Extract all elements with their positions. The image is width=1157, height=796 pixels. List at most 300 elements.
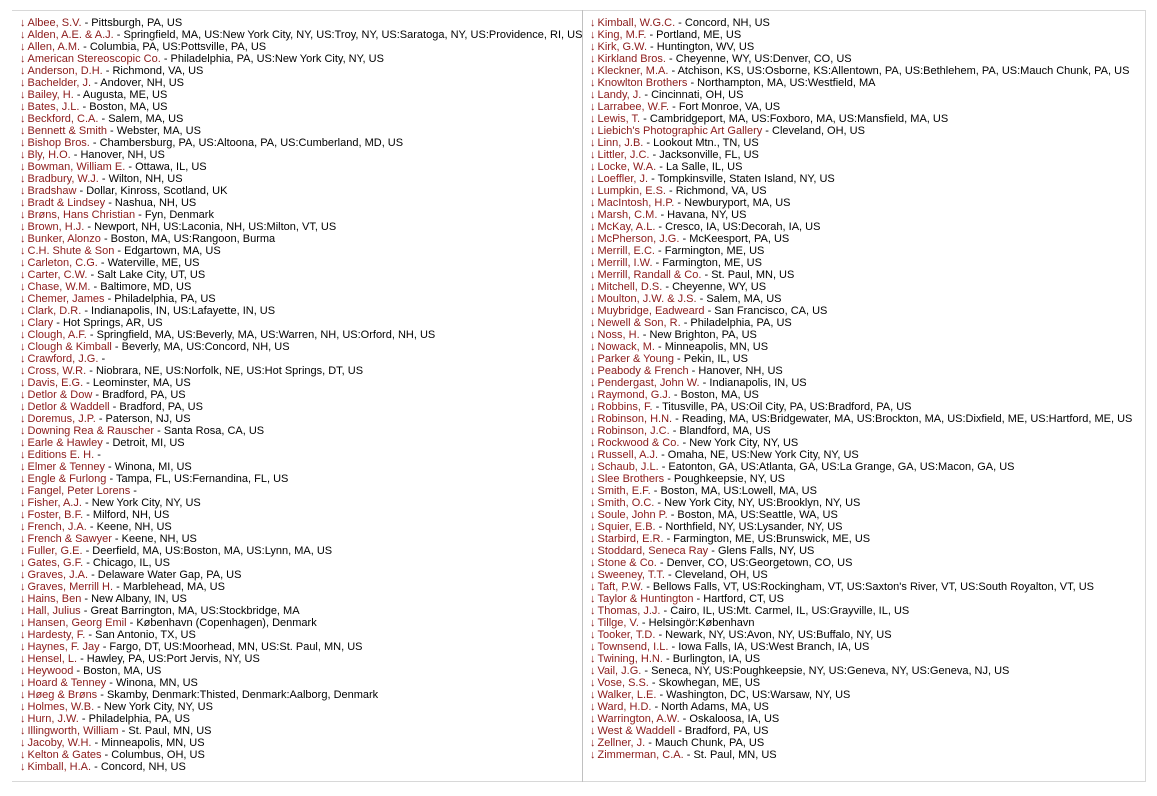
photographer-name-link[interactable]: Crawford, J.G. [27,353,99,365]
photographer-name-link[interactable]: Squier, E.B. [597,521,656,533]
down-arrow-icon[interactable]: ↓ [20,449,26,461]
photographer-name-link[interactable]: Landy, J. [597,89,642,101]
photographer-name-link[interactable]: Parker & Young [597,353,674,365]
photographer-name-link[interactable]: Hardesty, F. [27,629,86,641]
down-arrow-icon[interactable]: ↓ [590,473,596,485]
photographer-location: - Santa Rosa, CA, US [154,425,265,437]
down-arrow-icon[interactable]: ↓ [20,701,26,713]
list-item [20,305,580,317]
down-arrow-icon[interactable]: ↓ [590,365,596,377]
down-arrow-icon[interactable]: ↓ [20,233,26,245]
list-item [590,101,1146,113]
photographer-location: - Salem, MA, US [98,113,184,125]
down-arrow-icon[interactable]: ↓ [590,593,596,605]
down-arrow-icon[interactable]: ↓ [20,113,26,125]
down-arrow-icon[interactable]: ↓ [20,593,26,605]
down-arrow-icon[interactable]: ↓ [590,269,596,281]
down-arrow-icon[interactable]: ↓ [20,221,26,233]
photographer-location: - Skowhegan, ME, US [648,677,761,689]
photographer-name-link[interactable]: Tooker, T.D. [597,629,656,641]
photographer-name-link[interactable]: Soule, John P. [597,509,668,521]
down-arrow-icon[interactable]: ↓ [590,17,596,29]
photographer-name-link[interactable]: Merrill, I.W. [597,257,653,269]
down-arrow-icon[interactable]: ↓ [590,77,596,89]
down-arrow-icon[interactable]: ↓ [590,461,596,473]
photographer-name-link[interactable]: King, M.F. [597,29,647,41]
photographer-name-link[interactable]: McKay, A.L. [597,221,656,233]
down-arrow-icon[interactable]: ↓ [590,605,596,617]
list-item [20,617,580,629]
photographer-name-link[interactable]: Kirk, G.W. [597,41,647,53]
down-arrow-icon[interactable]: ↓ [590,725,596,737]
photographer-name-link[interactable]: Fisher, A.J. [27,497,82,509]
down-arrow-icon[interactable]: ↓ [20,485,26,497]
photographer-location: - Atchison, KS, US:Osborne, KS:Allentown, PA, US:Bethlehem, PA, US:Mauch Chunk, PA, US [668,65,1130,77]
photographer-name-link[interactable]: Knowlton Brothers [597,77,688,89]
list-item [590,161,1146,173]
photographer-location: - New Brighton, PA, US [639,329,757,341]
photographer-name-link[interactable]: Merrill, Randall & Co. [597,269,702,281]
down-arrow-icon[interactable]: ↓ [590,629,596,641]
photographer-name-link[interactable]: Fangel, Peter Lorens [27,485,131,497]
list-item [20,689,580,701]
down-arrow-icon[interactable]: ↓ [20,749,26,761]
photographer-name-link[interactable]: Walker, L.E. [597,689,657,701]
photographer-name-link[interactable]: Graves, Merrill H. [27,581,114,593]
photographer-name-link[interactable]: Moulton, J.W. & J.S. [597,293,697,305]
down-arrow-icon[interactable]: ↓ [20,641,26,653]
photographer-name-link[interactable]: Zimmerman, C.A. [597,749,684,761]
down-arrow-icon[interactable]: ↓ [20,533,26,545]
down-arrow-icon[interactable]: ↓ [590,173,596,185]
down-arrow-icon[interactable]: ↓ [20,77,26,89]
photographer-name-link[interactable]: Smith, E.F. [597,485,651,497]
down-arrow-icon[interactable]: ↓ [590,701,596,713]
photographer-name-link[interactable]: Stone & Co. [597,557,657,569]
down-arrow-icon[interactable]: ↓ [590,113,596,125]
down-arrow-icon[interactable]: ↓ [590,209,596,221]
down-arrow-icon[interactable]: ↓ [20,353,26,365]
photographer-name-link[interactable]: Heywood [27,665,74,677]
photographer-name-link[interactable]: French & Sawyer [27,533,112,545]
down-arrow-icon[interactable]: ↓ [20,281,26,293]
photographer-location: - Waterville, ME, US [97,257,200,269]
down-arrow-icon[interactable]: ↓ [20,497,26,509]
down-arrow-icon[interactable]: ↓ [20,173,26,185]
down-arrow-icon[interactable]: ↓ [590,533,596,545]
photographer-name-link[interactable]: Townsend, I.L. [597,641,669,653]
down-arrow-icon[interactable]: ↓ [590,305,596,317]
down-arrow-icon[interactable]: ↓ [590,125,596,137]
down-arrow-icon[interactable]: ↓ [590,653,596,665]
photographer-location: - Hawley, PA, US:Port Jervis, NY, US [77,653,260,665]
photographer-name-link[interactable]: Allen, A.M. [27,41,81,53]
photographer-name-link[interactable]: MacIntosh, H.P. [597,197,675,209]
photographer-location: - Tampa, FL, US:Fernandina, FL, US [106,473,289,485]
photographer-name-link[interactable]: Doremus, J.P. [27,413,96,425]
down-arrow-icon[interactable]: ↓ [590,485,596,497]
down-arrow-icon[interactable]: ↓ [20,761,26,773]
photographer-name-link[interactable]: Jacoby, W.H. [27,737,92,749]
photographer-name-link[interactable]: Fuller, G.E. [27,545,83,557]
list-item [590,317,1146,329]
down-arrow-icon[interactable]: ↓ [20,665,26,677]
photographer-name-link[interactable]: Elmer & Tenney [27,461,105,473]
photographer-name-link[interactable]: Zellner, J. [597,737,646,749]
photographer-name-link[interactable]: Bowman, William E. [27,161,126,173]
photographer-name-link[interactable]: Larrabee, W.F. [597,101,670,113]
photographer-name-link[interactable]: C.H. Shute & Son [27,245,115,257]
list-item [590,305,1146,317]
down-arrow-icon[interactable]: ↓ [590,413,596,425]
list-item [590,233,1146,245]
down-arrow-icon[interactable]: ↓ [20,737,26,749]
photographer-name-link[interactable]: Kimball, W.G.C. [597,17,676,29]
photographer-name-link[interactable]: Robinson, J.C. [597,425,670,437]
photographer-name-link[interactable]: Chemer, James [27,293,105,305]
photographer-name-link[interactable]: Graves, J.A. [27,569,89,581]
down-arrow-icon[interactable]: ↓ [590,437,596,449]
down-arrow-icon[interactable]: ↓ [590,233,596,245]
photographer-location: - Farmington, ME, US [652,257,762,269]
photographer-name-link[interactable]: Carleton, C.G. [27,257,98,269]
photographer-name-link[interactable]: Brøns, Hans Christian [27,209,136,221]
down-arrow-icon[interactable]: ↓ [590,509,596,521]
down-arrow-icon[interactable]: ↓ [20,257,26,269]
photographer-name-link[interactable]: Thomas, J.J. [597,605,661,617]
photographer-name-link[interactable]: Robbins, F. [597,401,653,413]
photographer-name-link[interactable]: Earle & Hawley [27,437,103,449]
photographer-name-link[interactable]: Høeg & Brøns [27,689,98,701]
down-arrow-icon[interactable]: ↓ [590,329,596,341]
photographer-name-link[interactable]: Carter, C.W. [27,269,88,281]
photographer-name-link[interactable]: Davis, E.G. [27,377,84,389]
photographer-name-link[interactable]: Ward, H.D. [597,701,652,713]
photographer-name-link[interactable]: French, J.A. [27,521,87,533]
photographer-name-link[interactable]: Hains, Ben [27,593,82,605]
photographer-name-link[interactable]: Loeffler, J. [597,173,649,185]
photographer-name-link[interactable]: Holmes, W.B. [27,701,95,713]
photographer-name-link[interactable]: Locke, W.A. [597,161,657,173]
photographer-name-link[interactable]: Kelton & Gates [27,749,102,761]
photographer-name-link[interactable]: Bly, H.O. [27,149,71,161]
photographer-name-link[interactable]: Gates, G.F. [27,557,84,569]
down-arrow-icon[interactable]: ↓ [20,209,26,221]
photographer-name-link[interactable]: Bailey, H. [27,89,74,101]
down-arrow-icon[interactable]: ↓ [20,509,26,521]
photographer-name-link[interactable]: Hoard & Tenney [27,677,107,689]
photographer-name-link[interactable]: Hurn, J.W. [27,713,79,725]
down-arrow-icon[interactable]: ↓ [590,197,596,209]
photographer-location: - Cresco, IA, US:Decorah, IA, US [655,221,821,233]
down-arrow-icon[interactable]: ↓ [20,245,26,257]
photographer-location: - Minneapolis, MN, US [91,737,205,749]
down-arrow-icon[interactable]: ↓ [20,89,26,101]
down-arrow-icon[interactable]: ↓ [20,653,26,665]
down-arrow-icon[interactable]: ↓ [590,713,596,725]
down-arrow-icon[interactable]: ↓ [590,425,596,437]
down-arrow-icon[interactable]: ↓ [20,605,26,617]
down-arrow-icon[interactable]: ↓ [590,161,596,173]
photographer-location: - Edgartown, MA, US [114,245,221,257]
photographer-location: - Jacksonville, FL, US [649,149,759,161]
down-arrow-icon[interactable]: ↓ [20,317,26,329]
down-arrow-icon[interactable]: ↓ [590,317,596,329]
photographer-name-link[interactable]: Cross, W.R. [27,365,87,377]
photographer-name-link[interactable]: Twining, H.N. [597,653,663,665]
down-arrow-icon[interactable]: ↓ [590,689,596,701]
down-arrow-icon[interactable]: ↓ [590,749,596,761]
photographer-name-link[interactable]: Clark, D.R. [27,305,82,317]
down-arrow-icon[interactable]: ↓ [20,29,26,41]
down-arrow-icon[interactable]: ↓ [590,665,596,677]
photographer-location: - Eatonton, GA, US:Atlanta, GA, US:La Grange, GA, US:Macon, GA, US [658,461,1015,473]
down-arrow-icon[interactable]: ↓ [20,557,26,569]
photographer-name-link[interactable]: Kirkland Bros. [597,53,666,65]
photographer-location: - Paterson, NJ, US [95,413,191,425]
photographer-name-link[interactable]: Slee Brothers [597,473,665,485]
down-arrow-icon[interactable]: ↓ [20,617,26,629]
down-arrow-icon[interactable]: ↓ [590,41,596,53]
photographer-name-link[interactable]: Haynes, F. Jay [27,641,100,653]
down-arrow-icon[interactable]: ↓ [20,425,26,437]
photographer-name-link[interactable]: Taft, P.W. [597,581,644,593]
photographer-name-link[interactable]: Robinson, H.N. [597,413,673,425]
photographer-name-link[interactable]: Raymond, G.J. [597,389,671,401]
list-item [20,221,580,233]
down-arrow-icon[interactable]: ↓ [590,641,596,653]
photographer-name-link[interactable]: Sweeney, T.T. [597,569,665,581]
photographer-name-link[interactable]: Clary [27,317,54,329]
down-arrow-icon[interactable]: ↓ [20,677,26,689]
photographer-name-link[interactable]: Stoddard, Seneca Ray [597,545,709,557]
down-arrow-icon[interactable]: ↓ [20,53,26,65]
down-arrow-icon[interactable]: ↓ [20,293,26,305]
down-arrow-icon[interactable]: ↓ [20,629,26,641]
down-arrow-icon[interactable]: ↓ [20,401,26,413]
photographer-name-link[interactable]: Editions E. H. [27,449,95,461]
down-arrow-icon[interactable]: ↓ [590,137,596,149]
down-arrow-icon[interactable]: ↓ [590,341,596,353]
photographer-name-link[interactable]: Chase, W.M. [27,281,91,293]
down-arrow-icon[interactable]: ↓ [590,449,596,461]
down-arrow-icon[interactable]: ↓ [590,545,596,557]
photographer-name-link[interactable]: Littler, J.C. [597,149,650,161]
down-arrow-icon[interactable]: ↓ [20,161,26,173]
down-arrow-icon[interactable]: ↓ [590,677,596,689]
photographer-name-link[interactable]: Detlor & Dow [27,389,93,401]
down-arrow-icon[interactable]: ↓ [20,269,26,281]
photographer-name-link[interactable]: Bishop Bros. [27,137,90,149]
down-arrow-icon[interactable]: ↓ [20,197,26,209]
photographer-name-link[interactable]: Bradbury, W.J. [27,173,99,185]
photographer-name-link[interactable]: Vose, S.S. [597,677,649,689]
down-arrow-icon[interactable]: ↓ [20,389,26,401]
list-item [590,125,1146,137]
photographer-name-link[interactable]: Pendergast, John W. [597,377,700,389]
down-arrow-icon[interactable]: ↓ [590,221,596,233]
down-arrow-icon[interactable]: ↓ [590,101,596,113]
down-arrow-icon[interactable]: ↓ [590,497,596,509]
photographer-name-link[interactable]: Bates, J.L. [27,101,80,113]
photographer-location: - Philadelphia, PA, US:New York City, NY, US [160,53,384,65]
photographer-name-link[interactable]: Kimball, H.A. [27,761,92,773]
list-item [20,413,580,425]
down-arrow-icon[interactable]: ↓ [20,521,26,533]
photographer-name-link[interactable]: Downing Rea & Rauscher [27,425,155,437]
photographer-name-link[interactable]: Albee, S.V. [27,17,82,29]
photographer-location: - Niobrara, NE, US:Norfolk, NE, US:Hot Springs, DT, US [86,365,364,377]
down-arrow-icon[interactable]: ↓ [20,713,26,725]
down-arrow-icon[interactable]: ↓ [590,257,596,269]
down-arrow-icon[interactable]: ↓ [20,365,26,377]
photographer-name-link[interactable]: Vail, J.G. [597,665,642,677]
photographer-name-link[interactable]: Alden, A.E. & A.J. [27,29,114,41]
photographer-location: - Pittsburgh, PA, US [81,17,183,29]
down-arrow-icon[interactable]: ↓ [20,725,26,737]
down-arrow-icon[interactable]: ↓ [20,17,26,29]
list-item [20,569,580,581]
down-arrow-icon[interactable]: ↓ [20,149,26,161]
photographer-location: - Springfield, MA, US:Beverly, MA, US:Warren, NH, US:Orford, NH, US [86,329,436,341]
photographer-location: - Leominster, MA, US [83,377,191,389]
down-arrow-icon[interactable]: ↓ [20,41,26,53]
left-column-list [20,17,583,773]
photographer-name-link[interactable]: Lumpkin, E.S. [597,185,666,197]
photographer-name-link[interactable]: Newell & Son, R. [597,317,681,329]
down-arrow-icon[interactable]: ↓ [590,89,596,101]
photographer-name-link[interactable]: McPherson, J.G. [597,233,680,245]
photographer-name-link[interactable]: Engle & Furlong [27,473,107,485]
down-arrow-icon[interactable]: ↓ [590,389,596,401]
down-arrow-icon[interactable]: ↓ [590,281,596,293]
photographer-name-link[interactable]: Marsh, C.M. [597,209,658,221]
list-item [20,497,580,509]
down-arrow-icon[interactable]: ↓ [20,125,26,137]
list-item [20,173,580,185]
list-item [590,629,1146,641]
down-arrow-icon[interactable]: ↓ [20,473,26,485]
photographer-location: - Nashua, NH, US [105,197,197,209]
down-arrow-icon[interactable]: ↓ [590,29,596,41]
photographer-name-link[interactable]: Taylor & Huntington [597,593,694,605]
photographer-name-link[interactable]: Detlor & Waddell [27,401,110,413]
photographer-name-link[interactable]: Illingworth, William [27,725,119,737]
down-arrow-icon[interactable]: ↓ [590,617,596,629]
list-item [20,629,580,641]
photographer-name-link[interactable]: Anderson, D.H. [27,65,103,77]
down-arrow-icon[interactable]: ↓ [590,401,596,413]
photographer-name-link[interactable]: Mitchell, D.S. [597,281,663,293]
photographer-name-link[interactable]: Foster, B.F. [27,509,84,521]
down-arrow-icon[interactable]: ↓ [590,65,596,77]
photographer-name-link[interactable]: Hall, Julius [27,605,81,617]
photographer-name-link[interactable]: Linn, J.B. [597,137,644,149]
photographer-name-link[interactable]: Brown, H.J. [27,221,85,233]
photographer-location: - Cleveland, OH, US [762,125,865,137]
down-arrow-icon[interactable]: ↓ [20,65,26,77]
down-arrow-icon[interactable]: ↓ [590,569,596,581]
photographer-name-link[interactable]: Nowack, M. [597,341,655,353]
photographer-name-link[interactable]: Starbird, E.R. [597,533,664,545]
list-item [20,77,580,89]
down-arrow-icon[interactable]: ↓ [590,53,596,65]
down-arrow-icon[interactable]: ↓ [20,377,26,389]
photographer-location: - Concord, NH, US [91,761,186,773]
down-arrow-icon[interactable]: ↓ [20,329,26,341]
photographer-name-link[interactable]: American Stereoscopic Co. [27,53,161,65]
down-arrow-icon[interactable]: ↓ [20,185,26,197]
down-arrow-icon[interactable]: ↓ [590,245,596,257]
down-arrow-icon[interactable]: ↓ [20,305,26,317]
down-arrow-icon[interactable]: ↓ [20,341,26,353]
photographer-location: - Beverly, MA, US:Concord, NH, US [111,341,290,353]
photographer-name-link[interactable]: Schaub, J.L. [597,461,659,473]
photographer-name-link[interactable]: Smith, O.C. [597,497,655,509]
photographer-name-link[interactable]: Clough, A.F. [27,329,87,341]
down-arrow-icon[interactable]: ↓ [20,137,26,149]
down-arrow-icon[interactable]: ↓ [590,581,596,593]
photographer-name-link[interactable]: Lewis, T. [597,113,641,125]
photographer-name-link[interactable]: Bradshaw [27,185,77,197]
down-arrow-icon[interactable]: ↓ [590,353,596,365]
photographer-name-link[interactable]: Bradt & Lindsey [27,197,106,209]
photographer-name-link[interactable]: Rockwood & Co. [597,437,680,449]
down-arrow-icon[interactable]: ↓ [590,293,596,305]
list-item [20,701,580,713]
photographer-name-link[interactable]: Russell, A.J. [597,449,659,461]
photographer-location: - Winona, MI, US [104,461,192,473]
down-arrow-icon[interactable]: ↓ [590,377,596,389]
photographer-name-link[interactable]: West & Waddell [597,725,676,737]
down-arrow-icon[interactable]: ↓ [590,737,596,749]
list-item [20,677,580,689]
down-arrow-icon[interactable]: ↓ [590,557,596,569]
down-arrow-icon[interactable]: ↓ [590,185,596,197]
photographer-location: - Boston, MA, US:Rangoon, Burma [100,233,276,245]
down-arrow-icon[interactable]: ↓ [20,689,26,701]
photographer-name-link[interactable]: Hensel, L. [27,653,78,665]
photographer-name-link[interactable]: Bunker, Alonzo [27,233,101,245]
photographer-name-link[interactable]: Tillge, V. [597,617,639,629]
photographer-name-link[interactable]: Hansen, Georg Emil [27,617,127,629]
photographer-name-link[interactable]: Peabody & French [597,365,689,377]
photographer-name-link[interactable]: Clough & Kimball [27,341,112,353]
photographer-name-link[interactable]: Merrill, E.C. [597,245,655,257]
photographer-name-link[interactable]: Beckford, C.A. [27,113,99,125]
photographer-name-link[interactable]: Bennett & Smith [27,125,107,137]
list-item [590,617,1146,629]
photographer-name-link[interactable]: Noss, H. [597,329,640,341]
down-arrow-icon[interactable]: ↓ [590,521,596,533]
photographer-name-link[interactable]: Warrington, A.W. [597,713,680,725]
list-item [20,353,580,365]
down-arrow-icon[interactable]: ↓ [20,437,26,449]
down-arrow-icon[interactable]: ↓ [20,413,26,425]
down-arrow-icon[interactable]: ↓ [590,149,596,161]
photographer-name-link[interactable]: Muybridge, Eadweard [597,305,705,317]
photographer-name-link[interactable]: Kleckner, M.A. [597,65,669,77]
down-arrow-icon[interactable]: ↓ [20,569,26,581]
down-arrow-icon[interactable]: ↓ [20,545,26,557]
photographer-name-link[interactable]: Liebich's Photographic Art Gallery [597,125,763,137]
list-item [20,545,580,557]
down-arrow-icon[interactable]: ↓ [20,581,26,593]
list-item [590,185,1146,197]
photographer-name-link[interactable]: Bachelder, J. [27,77,92,89]
down-arrow-icon[interactable]: ↓ [20,101,26,113]
down-arrow-icon[interactable]: ↓ [20,461,26,473]
